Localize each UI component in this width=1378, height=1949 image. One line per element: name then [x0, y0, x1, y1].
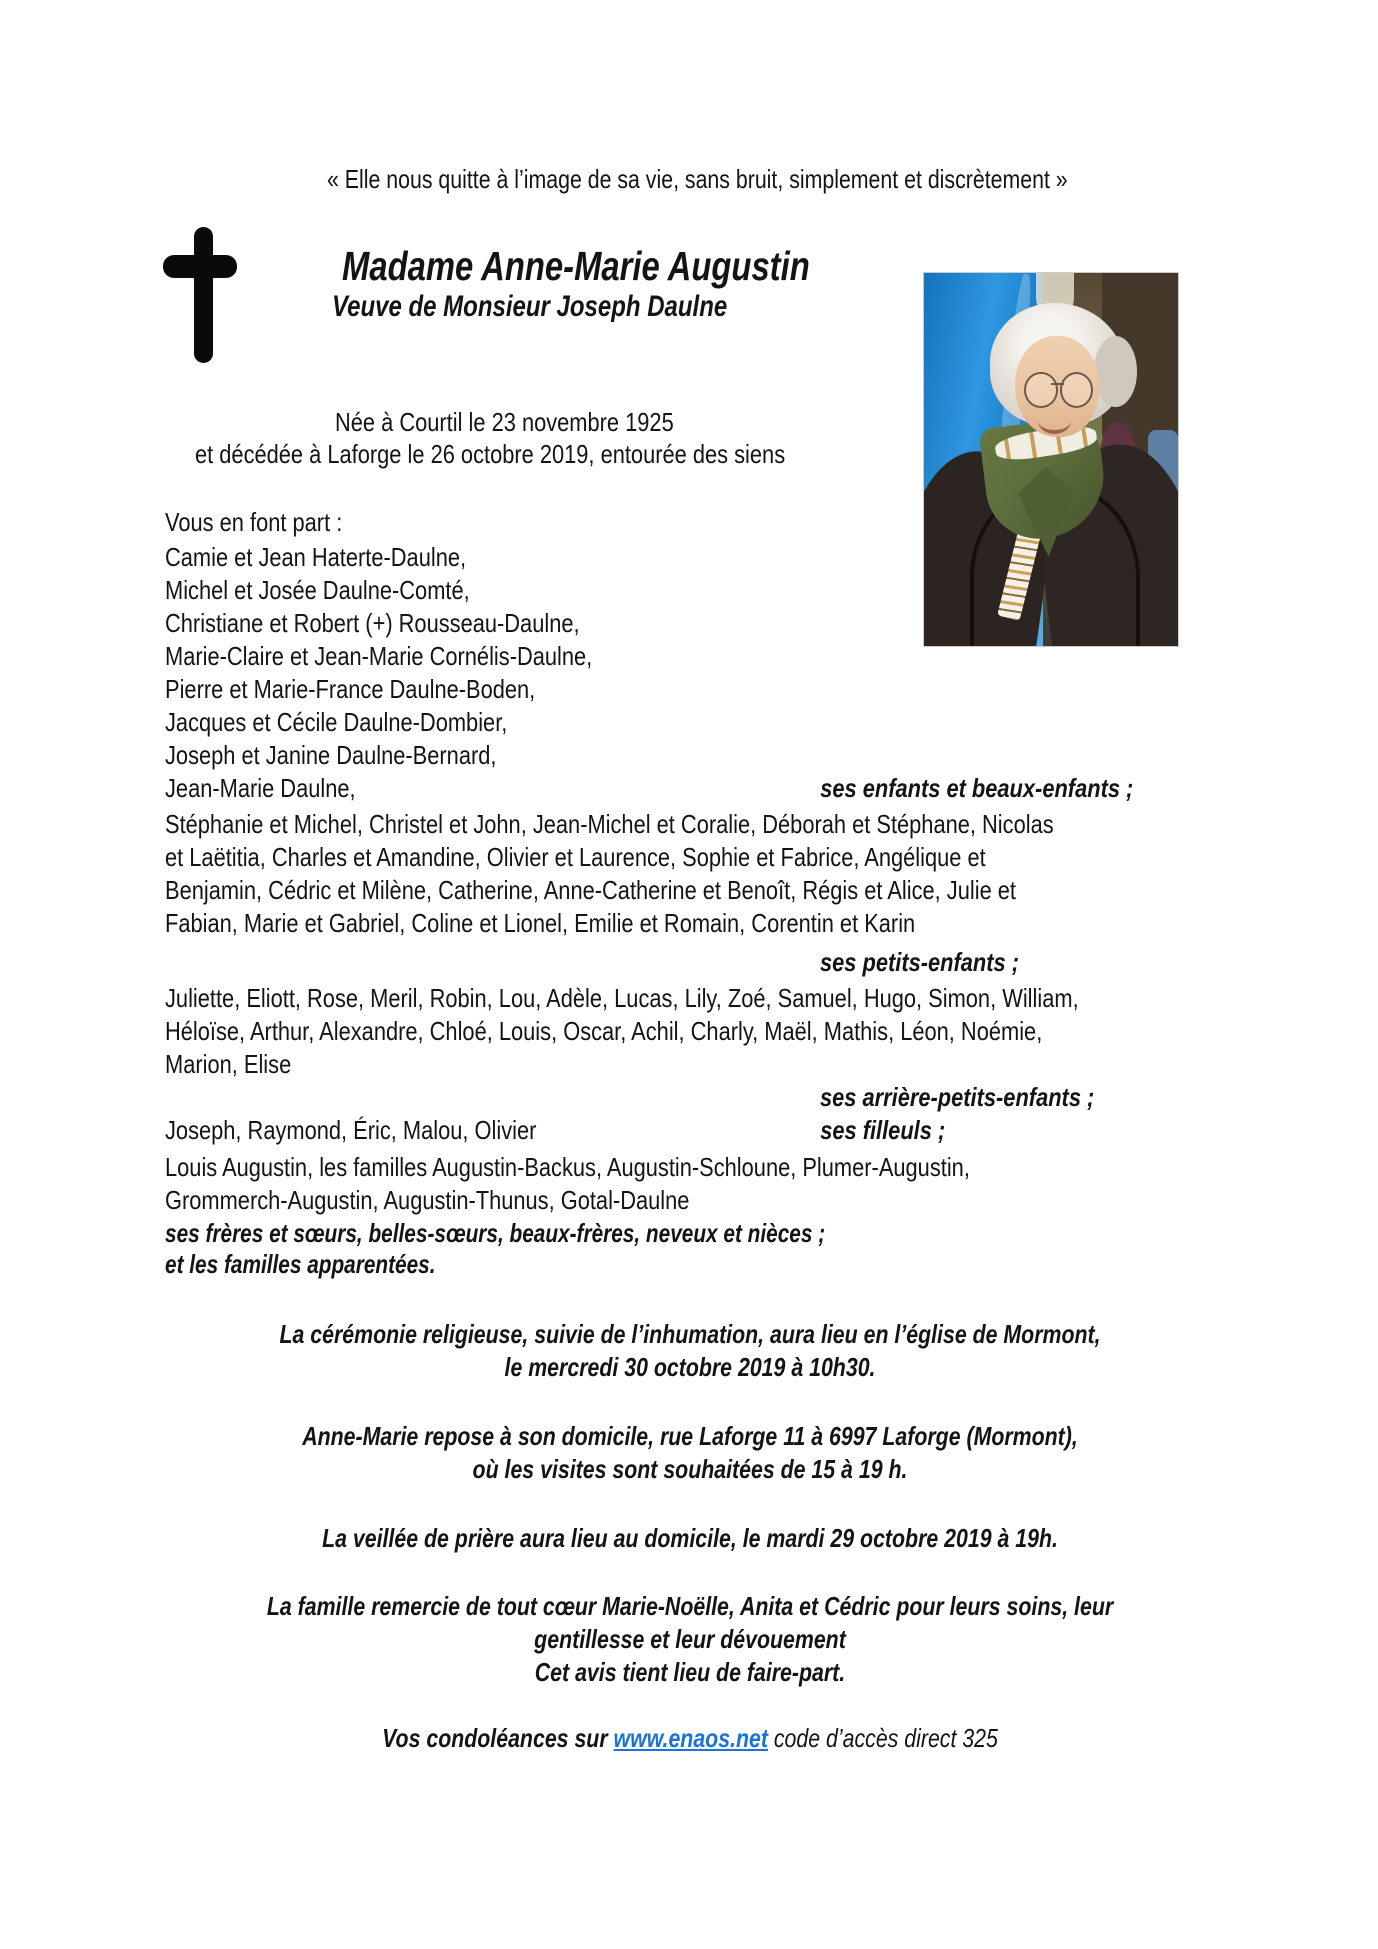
thanks-line: La famille remercie de tout cœur Marie-Noëlle, Anita et Cédric pour leurs soins, leur [266, 1591, 1114, 1621]
related-families-line: et les familles apparentées. [165, 1249, 436, 1279]
repose-info [259, 1420, 1122, 1486]
condolences-line [259, 1722, 1122, 1755]
siblings-relation-line: ses frères et sœurs, belles-sœurs, beaux-frères, neveux et nièces ; [165, 1218, 826, 1248]
ceremony-line: le mercredi 30 octobre 2019 à 10h30. [504, 1352, 876, 1382]
child-name: Jean-Marie Daulne, [165, 773, 356, 803]
notice-line: Cet avis tient lieu de faire-part. [534, 1657, 846, 1687]
child-name-line: Pierre et Marie-France Daulne-Boden, [165, 674, 536, 704]
child-name-line [165, 772, 1134, 805]
latin-cross-icon [163, 227, 237, 363]
photo-glasses-bridge [1051, 383, 1064, 385]
child-name-line: Michel et Josée Daulne-Comté, [165, 575, 470, 605]
thanks-info [259, 1590, 1122, 1689]
deceased-name-title: Madame Anne-Marie Augustin [342, 243, 810, 289]
grandchildren-line: et Laëtitia, Charles et Amandine, Olivier et Laurence, Sophie et Fabrice, Angélique et [165, 842, 986, 872]
memorial-quote: « Elle nous quitte à l’image de sa vie, sans bruit, simplement et discrètement » [327, 164, 1068, 194]
grandchildren-line: Benjamin, Cédric et Milène, Catherine, Anne-Catherine et Benoît, Régis et Alice, Julie et [165, 875, 1017, 905]
children-relation-label: ses enfants et beaux-enfants ; [820, 773, 1134, 803]
portrait-photo [923, 272, 1179, 647]
grandchildren-relation-label: ses petits-enfants ; [820, 947, 1020, 977]
child-name-line: Marie-Claire et Jean-Marie Cornélis-Daulne, [165, 641, 593, 671]
great-grandchildren-relation-label: ses arrière-petits-enfants ; [820, 1082, 1095, 1112]
great-grandchildren-names [165, 982, 1079, 1081]
ceremony-info [259, 1318, 1122, 1384]
photo-glasses-left-lens [1024, 372, 1057, 408]
death-line: et décédée à Laforge le 26 octobre 2019, entourée des siens [195, 439, 786, 469]
cross-horizontal-bar [163, 255, 237, 278]
family-names-line: Grommerch-Augustin, Augustin-Thunus, Gotal-Daulne [165, 1185, 690, 1215]
godchildren-names: Joseph, Raymond, Éric, Malou, Olivier [165, 1115, 537, 1145]
godchildren-section [165, 1114, 946, 1147]
announcement-intro: Vous en font part : [165, 507, 343, 537]
repose-line: où les visites sont souhaitées de 15 à 19 h. [472, 1454, 908, 1484]
child-name-line: Joseph et Janine Daulne-Bernard, [165, 740, 497, 770]
child-name-line: Jacques et Cécile Daulne-Dombier, [165, 707, 508, 737]
cross-vertical-bar [194, 227, 213, 363]
grandchildren-line: Stéphanie et Michel, Christel et John, Jean-Michel et Coralie, Déborah et Stéphane, Nicolas [165, 809, 1054, 839]
enaos-link[interactable]: www.enaos.net [613, 1723, 768, 1753]
great-grandchildren-line: Héloïse, Arthur, Alexandre, Chloé, Louis, Oscar, Achil, Charly, Maël, Mathis, Léon, Noémie, [165, 1016, 1043, 1046]
child-name-line: Camie et Jean Haterte-Daulne, [165, 542, 467, 572]
family-names [165, 1151, 970, 1217]
grandchildren-line: Fabian, Marie et Gabriel, Coline et Lionel, Emilie et Romain, Corentin et Karin [165, 908, 916, 938]
access-code-text: code d’accès direct 325 [767, 1723, 998, 1753]
great-grandchildren-line: Juliette, Eliott, Rose, Meril, Robin, Lou, Adèle, Lucas, Lily, Zoé, Samuel, Hugo, Simon, William, [165, 983, 1079, 1013]
grandchildren-names [165, 808, 1054, 940]
godchildren-relation-label: ses filleuls ; [820, 1115, 946, 1145]
ceremony-line: La cérémonie religieuse, suivie de l’inhumation, aura lieu en l’église de Mormont, [279, 1319, 1101, 1349]
repose-line: Anne-Marie repose à son domicile, rue Laforge 11 à 6997 Laforge (Mormont), [302, 1421, 1078, 1451]
child-name-line: Christiane et Robert (+) Rousseau-Daulne, [165, 608, 580, 638]
family-names-line: Louis Augustin, les familles Augustin-Backus, Augustin-Schloune, Plumer-Augustin, [165, 1152, 970, 1182]
photo-glasses-right-lens [1060, 372, 1093, 408]
birth-line: Née à Courtil le 23 novembre 1925 [335, 407, 674, 437]
photo-smile [1038, 407, 1071, 433]
great-grandchildren-line: Marion, Elise [165, 1049, 292, 1079]
vigil-line: La veillée de prière aura lieu au domicile, le mardi 29 octobre 2019 à 19h. [322, 1523, 1058, 1553]
thanks-line: gentillesse et leur dévouement [534, 1624, 846, 1654]
widow-subtitle: Veuve de Monsieur Joseph Daulne [332, 290, 728, 323]
condolences-prefix: Vos condoléances sur [382, 1723, 614, 1753]
children-list [165, 541, 1134, 805]
vigil-info [259, 1522, 1122, 1555]
